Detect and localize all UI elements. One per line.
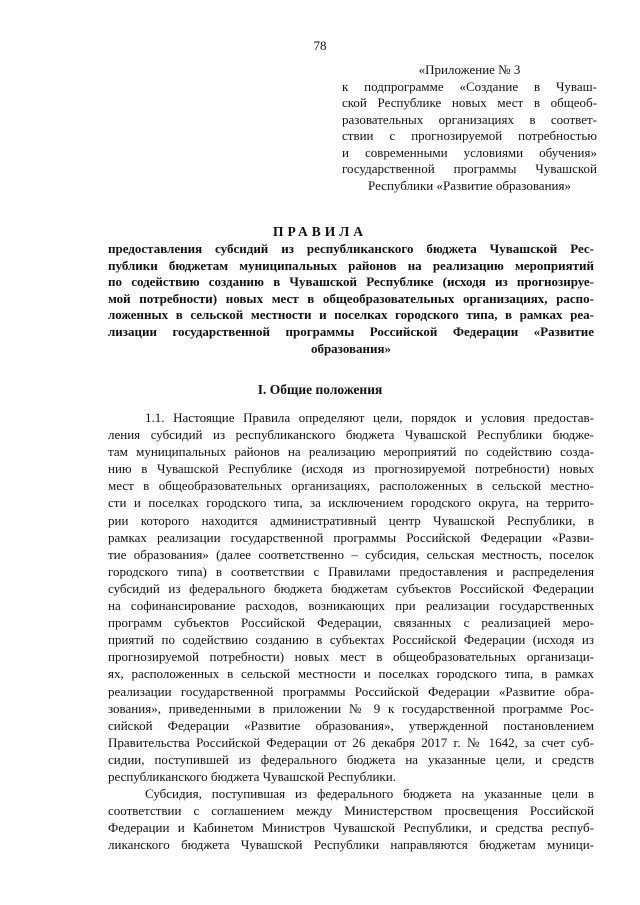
subtitle-line: ложенных в сельской местности и поселках городского типа, в рамках реа-	[108, 307, 594, 323]
paragraph-line: субсидий из федерального бюджета бюджетам субъектов Российской Федерации	[108, 580, 594, 596]
paragraph-line: республиканского бюджета Чувашской Республики.	[108, 768, 396, 784]
paragraph-line: рамках реализации государственной программы Российской Федерации «Разви-	[108, 529, 594, 545]
paragraph-line: Субсидия, поступившая из федерального бюджета на указанные цели в	[145, 786, 594, 802]
paragraph-line: ликанского бюджета Чувашской Республики направляются бюджетам муници-	[108, 837, 594, 853]
subtitle-line: предоставления субсидий из республиканского бюджета Чувашской Рес-	[108, 241, 594, 256]
annex-line: разовательных организациях в соответ-	[342, 111, 597, 127]
annex-line: ской Республике новых мест в общеоб-	[342, 95, 597, 110]
paragraph-line: сти и поселках городского типа, за исключением городского округа, на террито-	[108, 495, 594, 511]
paragraph-line: приятий по содействию созданию в субъектах Российской Федерации (исходя из	[108, 632, 594, 648]
subtitle-line: лизации государственной программы Российской Федерации «Развитие	[108, 323, 594, 339]
document-subtitle	[108, 241, 594, 357]
paragraph-line: ях, расположенных в сельской местности и поселках городского типа, в рамках	[108, 666, 594, 682]
document-title: ПРАВИЛА	[272, 224, 368, 239]
annex-line: «Приложение № 3	[418, 62, 521, 77]
paragraph-line: соответствии с соглашением между Министерством просвещения Российской	[108, 803, 594, 819]
paragraph-line: мест в общеобразовательных организациях, расположенных в сельской местно-	[108, 478, 594, 494]
paragraph-line: Правительства Российской Федерации от 26 декабря 2017 г. № 1642, за счет суб-	[108, 734, 594, 750]
paragraph-line: сидии, поступившей из федерального бюджета на указанные цели, и средств	[108, 751, 594, 767]
annex-line: и современными условиями обучения»	[342, 144, 597, 160]
annex-line: ствии с прогнозируемой потребностью	[342, 128, 597, 143]
subtitle-line: образования»	[310, 340, 392, 356]
body-text	[108, 409, 594, 853]
annex-header	[342, 62, 597, 194]
page-number: 78	[313, 38, 327, 53]
paragraph-line: реализации государственной программы Российской Федерации «Развитие обра-	[108, 683, 594, 699]
paragraph-line: 1.1. Настоящие Правила определяют цели, порядок и условия предостав-	[145, 410, 594, 425]
paragraph-line: Федерации и Кабинетом Министров Чувашской Республики, и средства респуб-	[108, 820, 594, 836]
annex-line: государственной программы Чувашской	[342, 161, 597, 176]
subtitle-line: по содействию созданию в Чувашской Республике (исходя из прогнозируе-	[108, 274, 594, 290]
annex-line: к подпрограмме «Создание в Чуваш-	[342, 78, 597, 94]
subtitle-line: мой потребности) новых мест в общеобразовательных организациях, распо-	[108, 290, 594, 306]
paragraph-line: городского типа) в соответствии с Правилами предоставления и распределения	[108, 563, 594, 579]
paragraph-line: нию в Чувашской Республике (исходя из прогнозируемой потребности) новых	[108, 461, 594, 477]
paragraph-line: рии которого находится административный центр Чувашской Республики, в	[108, 512, 594, 528]
paragraph-line: там муниципальных районов на реализацию мероприятий по содействию созда-	[108, 444, 594, 460]
paragraph-line: сийской Федерации «Развитие образования», утвержденной постановлением	[108, 717, 594, 733]
section-heading: I. Общие положения	[257, 382, 383, 397]
paragraph-line: прогнозируемой потребности) новых мест в общеобразовательных организаци-	[108, 649, 594, 665]
paragraph-line: на софинансирование расходов, возникающих при реализации государственных	[108, 598, 594, 614]
paragraph-line: зования», приведенными в приложении № 9 к государственной программе Рос-	[108, 700, 594, 716]
subtitle-line: публики бюджетам муниципальных районов на реализацию мероприятий	[108, 257, 594, 273]
paragraph-line: ления субсидий из республиканского бюджета Чувашской Республики бюдже-	[108, 427, 594, 443]
annex-line: Республики «Развитие образования»	[368, 177, 571, 193]
paragraph-line: программ субъектов Российской Федерации, связанных с реализацией меро-	[108, 615, 594, 631]
paragraph-line: тие образования» (далее соответственно – субсидия, сельская местность, поселок	[108, 546, 594, 562]
